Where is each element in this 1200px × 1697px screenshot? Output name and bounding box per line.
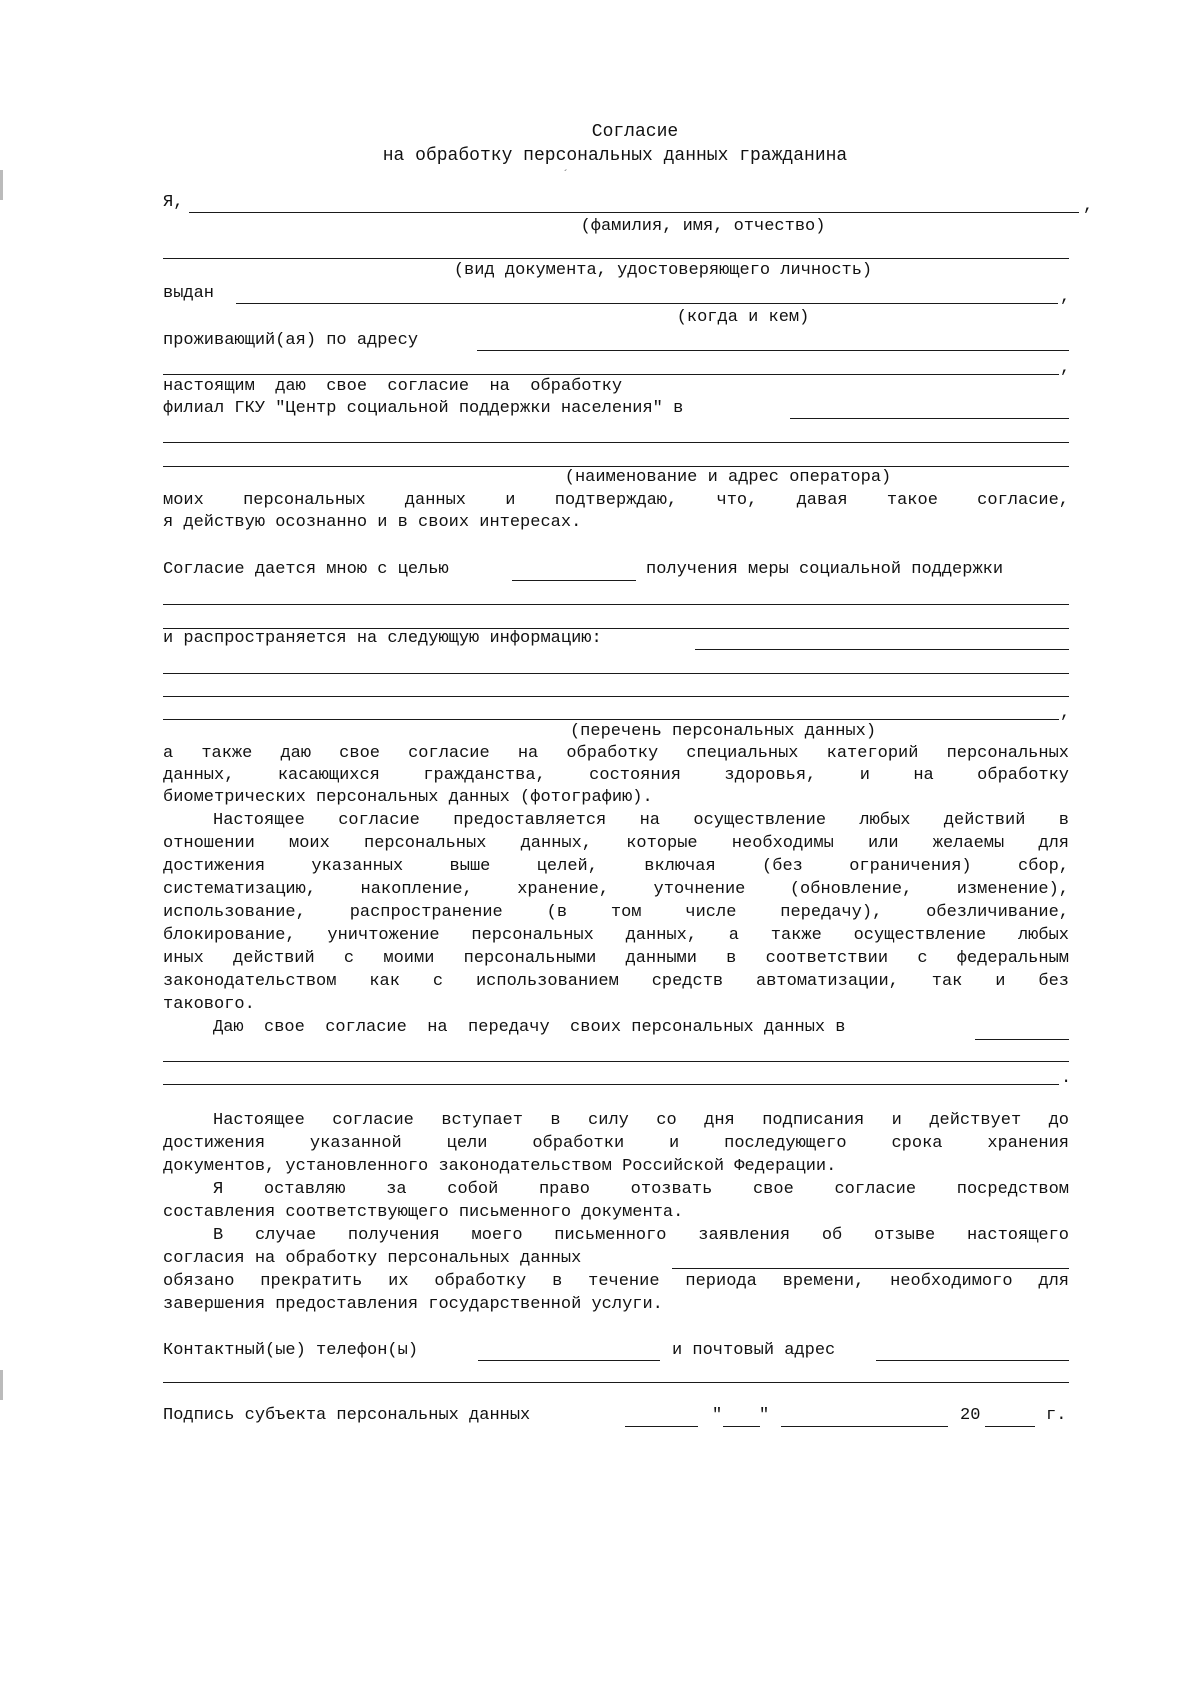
body-text: Настоящее согласие предоставляется на осуществление любых действий в xyxy=(213,811,1069,830)
scan-artifact: ´ xyxy=(562,168,570,182)
postal-field-line[interactable] xyxy=(876,1360,1069,1361)
purpose-field-line[interactable] xyxy=(512,580,636,581)
body-text: законодательством как с использованием средств автоматизации, так и без xyxy=(163,972,1069,991)
transfer-label: Даю свое согласие на передачу своих персональных данных в xyxy=(213,1018,846,1037)
body-text: моих персональных данных и подтверждаю, что, давая такое согласие, xyxy=(163,491,1069,510)
year-field-line[interactable] xyxy=(985,1426,1035,1427)
date-quote-open: " xyxy=(712,1406,723,1425)
body-text: я действую осознанно и в своих интересах. xyxy=(163,513,582,532)
comma: , xyxy=(1083,197,1094,216)
body-text: составления соответствующего письменного документа. xyxy=(163,1203,684,1222)
document-title: Согласие xyxy=(591,122,679,142)
i-prefix: Я, xyxy=(163,193,184,212)
body-text: иных действий с моими персональными данными в соответствии с федеральным xyxy=(163,949,1069,968)
body-text: такового. xyxy=(163,995,255,1014)
transfer-field-line[interactable] xyxy=(975,1039,1069,1040)
info-field-line-2[interactable] xyxy=(163,673,1069,674)
info-field-line[interactable] xyxy=(695,649,1069,650)
purpose-text: получения меры социальной поддержки xyxy=(646,560,1004,579)
operator-field-line-2[interactable] xyxy=(163,442,1069,443)
document-subtitle: на обработку персональных данных гражданина xyxy=(382,146,848,166)
year-suffix: г. xyxy=(1046,1406,1067,1425)
consent-text: настоящим даю свое согласие на обработку xyxy=(163,377,623,396)
purpose-field-line-2[interactable] xyxy=(163,604,1069,605)
list-caption: (перечень персональных данных) xyxy=(569,722,877,741)
phone-label: Контактный(ые) телефон(ы) xyxy=(163,1341,419,1360)
body-text: Я оставляю за собой право отозвать свое согласие посредством xyxy=(213,1180,1069,1199)
signature-label: Подпись субъекта персональных данных xyxy=(163,1406,531,1425)
body-text: блокирование, уничтожение персональных данных, а также осуществление любых xyxy=(163,926,1069,945)
operator-name-field-line[interactable] xyxy=(672,1268,1069,1269)
document-caption: (вид документа, удостоверяющего личность) xyxy=(453,261,873,280)
body-text: завершения предоставления государственной услуги. xyxy=(163,1295,663,1314)
info-field-line-3[interactable] xyxy=(163,696,1069,697)
operator-field-line[interactable] xyxy=(790,418,1069,419)
scan-edge-mark xyxy=(0,170,3,200)
body-text: согласия на обработку персональных данных xyxy=(163,1249,582,1268)
signature-field-line[interactable] xyxy=(625,1426,698,1427)
postal-field-line-2[interactable] xyxy=(163,1382,1069,1383)
body-text: В случае получения моего письменного заявления об отзыве настоящего xyxy=(213,1226,1069,1245)
transfer-field-line-3[interactable] xyxy=(163,1084,1059,1085)
scan-edge-mark xyxy=(0,1370,3,1400)
postal-label: и почтовый адрес xyxy=(672,1341,836,1360)
body-text: а также даю свое согласие на обработку специальных категорий персональных xyxy=(163,744,1069,763)
body-text: достижения указанной цели обработки и последующего срока хранения xyxy=(163,1134,1069,1153)
purpose-label: Согласие дается мною с целью xyxy=(163,560,449,579)
body-text: обязано прекратить их обработку в течение периода времени, необходимого для xyxy=(163,1272,1069,1291)
when-caption: (когда и кем) xyxy=(676,308,810,327)
info-field-line-4[interactable] xyxy=(163,719,1059,720)
applies-label: и распространяется на следующую информацию: xyxy=(163,629,602,648)
body-text: достижения указанных выше целей, включая (без ограничения) сбор, xyxy=(163,857,1069,876)
fio-caption: (фамилия, имя, отчество) xyxy=(580,217,826,236)
comma: , xyxy=(1060,288,1071,307)
comma: , xyxy=(1060,704,1071,723)
fio-field-line[interactable] xyxy=(189,212,1079,213)
address-field-line-2[interactable] xyxy=(163,374,1059,375)
issued-label: выдан xyxy=(163,284,215,303)
body-text: биометрических персональных данных (фотографию). xyxy=(163,788,653,807)
body-text: систематизацию, накопление, хранение, уточнение (обновление, изменение), xyxy=(163,880,1069,899)
body-text: документов, установленного законодательством Российской Федерации. xyxy=(163,1157,837,1176)
document-field-line[interactable] xyxy=(163,258,1069,259)
address-field-line[interactable] xyxy=(477,350,1069,351)
operator-caption: (наименование и адрес оператора) xyxy=(564,468,892,487)
body-text: использование, распространение (в том числе передачу), обезличивание, xyxy=(163,903,1069,922)
address-label: проживающий(ая) по адресу xyxy=(163,331,419,350)
day-field-line[interactable] xyxy=(723,1426,760,1427)
year-prefix: 20 xyxy=(960,1406,981,1425)
consent-text: филиал ГКУ "Центр социальной поддержки населения" в xyxy=(163,399,684,418)
body-text: Настоящее согласие вступает в силу со дня подписания и действует до xyxy=(213,1111,1069,1130)
transfer-field-line-2[interactable] xyxy=(163,1061,1069,1062)
body-text: данных, касающихся гражданства, состояния здоровья, и на обработку xyxy=(163,766,1069,785)
period: . xyxy=(1061,1069,1072,1088)
issued-field-line[interactable] xyxy=(236,303,1058,304)
comma: , xyxy=(1060,359,1071,378)
date-quote-close: " xyxy=(759,1406,770,1425)
body-text: отношении моих персональных данных, которые необходимы или желаемы для xyxy=(163,834,1069,853)
phone-field-line[interactable] xyxy=(478,1360,660,1361)
month-field-line[interactable] xyxy=(781,1426,948,1427)
